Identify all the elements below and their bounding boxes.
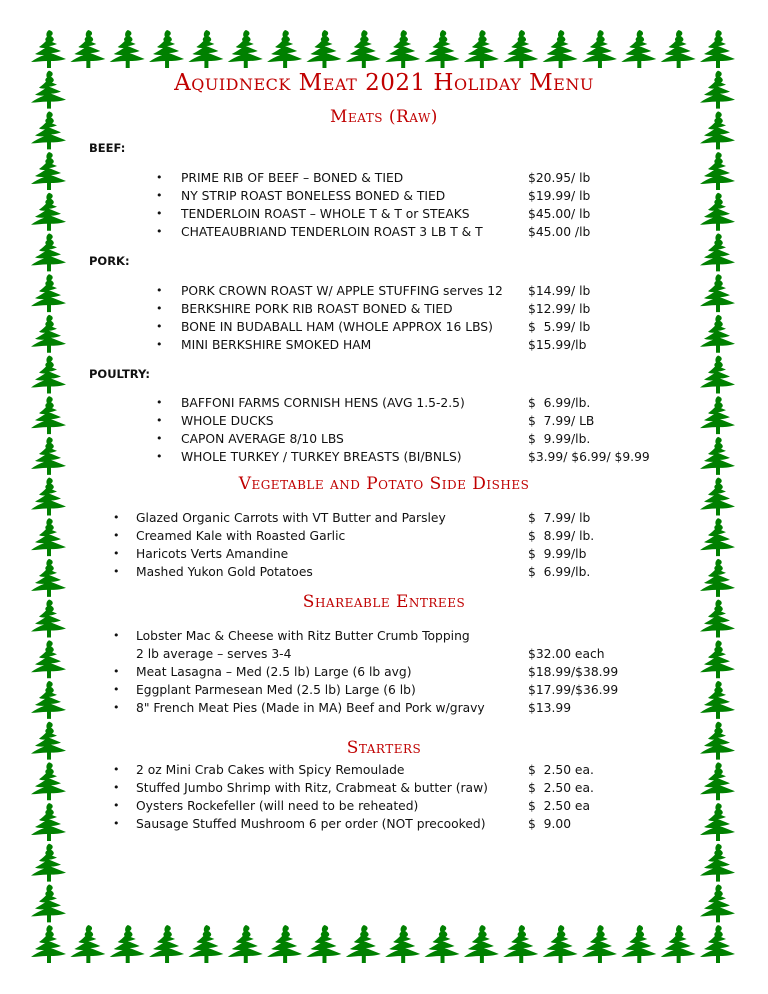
item-name: Eggplant Parmesean Med (2.5 lb) Large (6 lb) <box>136 683 416 697</box>
list-item <box>0 815 768 833</box>
item-price: $ 2.50 ea. <box>528 781 594 795</box>
bullet-icon: • <box>113 665 120 678</box>
list-item <box>0 509 768 527</box>
bullet-icon: • <box>113 799 120 812</box>
christmas-tree-icon <box>188 925 223 963</box>
christmas-tree-icon <box>31 355 66 393</box>
list-item <box>0 797 768 815</box>
item-price: $14.99/ lb <box>528 284 591 298</box>
list-item <box>0 394 768 412</box>
christmas-tree-icon <box>110 30 145 68</box>
item-price: $ 9.99/lb <box>528 547 587 561</box>
christmas-tree-icon <box>149 925 184 963</box>
bullet-icon: • <box>156 432 163 445</box>
bullet-icon: • <box>113 763 120 776</box>
section-title-meats: Meats (Raw) <box>330 107 438 127</box>
list-item <box>0 187 768 205</box>
christmas-tree-icon <box>503 30 538 68</box>
christmas-tree-icon <box>306 30 341 68</box>
item-price: $ 6.99/lb. <box>528 565 591 579</box>
christmas-tree-icon <box>543 925 578 963</box>
item-price: $ 2.50 ea. <box>528 763 594 777</box>
item-name: Haricots Verts Amandine <box>136 547 289 561</box>
christmas-tree-icon <box>267 30 302 68</box>
item-name: Lobster Mac & Cheese with Ritz Butter Crumb Topping <box>136 629 470 643</box>
list-item <box>0 681 768 699</box>
christmas-tree-icon <box>582 925 617 963</box>
christmas-tree-icon <box>31 925 66 963</box>
item-name: 8" French Meat Pies (Made in MA) Beef and Pork w/gravy <box>136 701 485 715</box>
item-price: $ 7.99/ lb <box>528 511 591 525</box>
item-price: $13.99 <box>528 701 572 715</box>
pork-list <box>0 282 768 354</box>
item-name: Sausage Stuffed Mushroom 6 per order (NOT precooked) <box>136 817 486 831</box>
christmas-tree-icon <box>31 884 66 922</box>
christmas-tree-icon <box>267 925 302 963</box>
item-price: $ 5.99/ lb <box>528 320 591 334</box>
item-name: NY STRIP ROAST BONELESS BONED & TIED <box>181 189 446 203</box>
item-price: $ 9.99/lb. <box>528 432 591 446</box>
bullet-icon: • <box>156 338 163 351</box>
item-name: BONE IN BUDABALL HAM (WHOLE APPROX 16 LBS) <box>181 320 493 334</box>
list-item <box>0 545 768 563</box>
item-name: Mashed Yukon Gold Potatoes <box>136 565 313 579</box>
christmas-tree-icon <box>385 925 420 963</box>
item-price: $45.00 /lb <box>528 225 591 239</box>
bullet-icon: • <box>156 284 163 297</box>
item-price: $ 6.99/lb. <box>528 396 591 410</box>
section-title-sides: Vegetable and Potato Side Dishes <box>238 474 530 494</box>
christmas-tree-icon <box>306 925 341 963</box>
item-price: $19.99/ lb <box>528 189 591 203</box>
christmas-tree-icon <box>110 925 145 963</box>
christmas-tree-icon <box>661 925 696 963</box>
bullet-icon: • <box>113 529 120 542</box>
item-price: $ 2.50 ea <box>528 799 591 813</box>
item-name: PRIME RIB OF BEEF – BONED & TIED <box>181 171 404 185</box>
christmas-tree-icon <box>228 925 263 963</box>
bullet-icon: • <box>113 629 120 642</box>
list-item <box>0 205 768 223</box>
christmas-tree-icon <box>543 30 578 68</box>
category-pork: PORK: <box>89 254 130 268</box>
list-item <box>0 761 768 779</box>
christmas-tree-icon <box>228 30 263 68</box>
christmas-tree-icon <box>346 30 381 68</box>
christmas-tree-icon <box>503 925 538 963</box>
item-price: $3.99/ $6.99/ $9.99 <box>528 450 650 464</box>
bullet-icon: • <box>113 547 120 560</box>
item-price: $17.99/$36.99 <box>528 683 619 697</box>
list-item <box>0 300 768 318</box>
list-item <box>0 663 768 681</box>
item-name: WHOLE TURKEY / TURKEY BREASTS (BI/BNLS) <box>181 450 462 464</box>
list-item <box>0 448 768 466</box>
list-item <box>0 527 768 545</box>
bullet-icon: • <box>113 817 120 830</box>
bullet-icon: • <box>113 565 120 578</box>
item-price: $45.00/ lb <box>528 207 591 221</box>
christmas-tree-icon <box>70 925 105 963</box>
item-price: $20.95/ lb <box>528 171 591 185</box>
beef-list <box>0 169 768 241</box>
item-name: Creamed Kale with Roasted Garlic <box>136 529 346 543</box>
christmas-tree-icon <box>31 844 66 882</box>
entrees-list <box>0 627 768 717</box>
christmas-tree-icon <box>385 30 420 68</box>
item-name: Oysters Rockefeller (will need to be reheated) <box>136 799 419 813</box>
list-item <box>0 412 768 430</box>
christmas-tree-icon <box>464 30 499 68</box>
list-item <box>0 563 768 581</box>
christmas-tree-icon <box>149 30 184 68</box>
section-title-entrees: Shareable Entrees <box>302 592 466 612</box>
section-title-starters: Starters <box>346 738 422 758</box>
item-name: MINI BERKSHIRE SMOKED HAM <box>181 338 372 352</box>
christmas-tree-icon <box>425 925 460 963</box>
item-name: Stuffed Jumbo Shrimp with Ritz, Crabmeat & butter (raw) <box>136 781 488 795</box>
poultry-list <box>0 394 768 466</box>
item-name: CHATEAUBRIAND TENDERLOIN ROAST 3 LB T & T <box>181 225 483 239</box>
bullet-icon: • <box>156 450 163 463</box>
christmas-tree-icon <box>700 844 735 882</box>
page-title: Aquidneck Meat 2021 Holiday Menu <box>174 70 594 96</box>
bullet-icon: • <box>113 701 120 714</box>
list-item <box>0 627 768 663</box>
bullet-icon: • <box>156 207 163 220</box>
item-subline: 2 lb average – serves 3-4 <box>136 647 292 661</box>
item-name: WHOLE DUCKS <box>181 414 274 428</box>
bullet-icon: • <box>156 396 163 409</box>
list-item <box>0 430 768 448</box>
item-price: $ 7.99/ LB <box>528 414 595 428</box>
item-name: Glazed Organic Carrots with VT Butter and Parsley <box>136 511 446 525</box>
christmas-tree-icon <box>188 30 223 68</box>
list-item <box>0 223 768 241</box>
christmas-tree-icon <box>700 925 735 963</box>
christmas-tree-icon <box>661 30 696 68</box>
list-item <box>0 336 768 354</box>
item-name: PORK CROWN ROAST W/ APPLE STUFFING serves 12 <box>181 284 503 298</box>
item-name: BAFFONI FARMS CORNISH HENS (AVG 1.5-2.5) <box>181 396 465 410</box>
item-name: 2 oz Mini Crab Cakes with Spicy Remoulade <box>136 763 405 777</box>
christmas-tree-icon <box>464 925 499 963</box>
christmas-tree-icon <box>700 355 735 393</box>
christmas-tree-icon <box>70 30 105 68</box>
item-price: $ 8.99/ lb. <box>528 529 595 543</box>
starters-list <box>0 761 768 833</box>
bullet-icon: • <box>156 414 163 427</box>
list-item <box>0 699 768 717</box>
bullet-icon: • <box>113 781 120 794</box>
bullet-icon: • <box>156 302 163 315</box>
item-price: $12.99/ lb <box>528 302 591 316</box>
christmas-tree-icon <box>582 30 617 68</box>
list-item <box>0 169 768 187</box>
item-price: $18.99/$38.99 <box>528 665 619 679</box>
bullet-icon: • <box>156 171 163 184</box>
item-name: Meat Lasagna – Med (2.5 lb) Large (6 lb avg) <box>136 665 412 679</box>
christmas-tree-icon <box>700 30 735 68</box>
item-name: BERKSHIRE PORK RIB ROAST BONED & TIED <box>181 302 453 316</box>
christmas-tree-icon <box>621 925 656 963</box>
christmas-tree-icon <box>31 30 66 68</box>
item-price: $15.99/lb <box>528 338 587 352</box>
list-item <box>0 318 768 336</box>
bullet-icon: • <box>156 189 163 202</box>
christmas-tree-icon <box>621 30 656 68</box>
bullet-icon: • <box>113 683 120 696</box>
christmas-tree-icon <box>346 925 381 963</box>
bullet-icon: • <box>156 225 163 238</box>
category-beef: BEEF: <box>89 141 126 155</box>
bullet-icon: • <box>156 320 163 333</box>
item-name: CAPON AVERAGE 8/10 LBS <box>181 432 344 446</box>
christmas-tree-icon <box>700 884 735 922</box>
item-name: TENDERLOIN ROAST – WHOLE T & T or STEAKS <box>181 207 470 221</box>
list-item <box>0 282 768 300</box>
sides-list <box>0 509 768 581</box>
bullet-icon: • <box>113 511 120 524</box>
list-item <box>0 779 768 797</box>
christmas-tree-icon <box>425 30 460 68</box>
item-price: $32.00 each <box>528 647 605 661</box>
item-price: $ 9.00 <box>528 817 572 831</box>
category-poultry: POULTRY: <box>89 367 150 381</box>
